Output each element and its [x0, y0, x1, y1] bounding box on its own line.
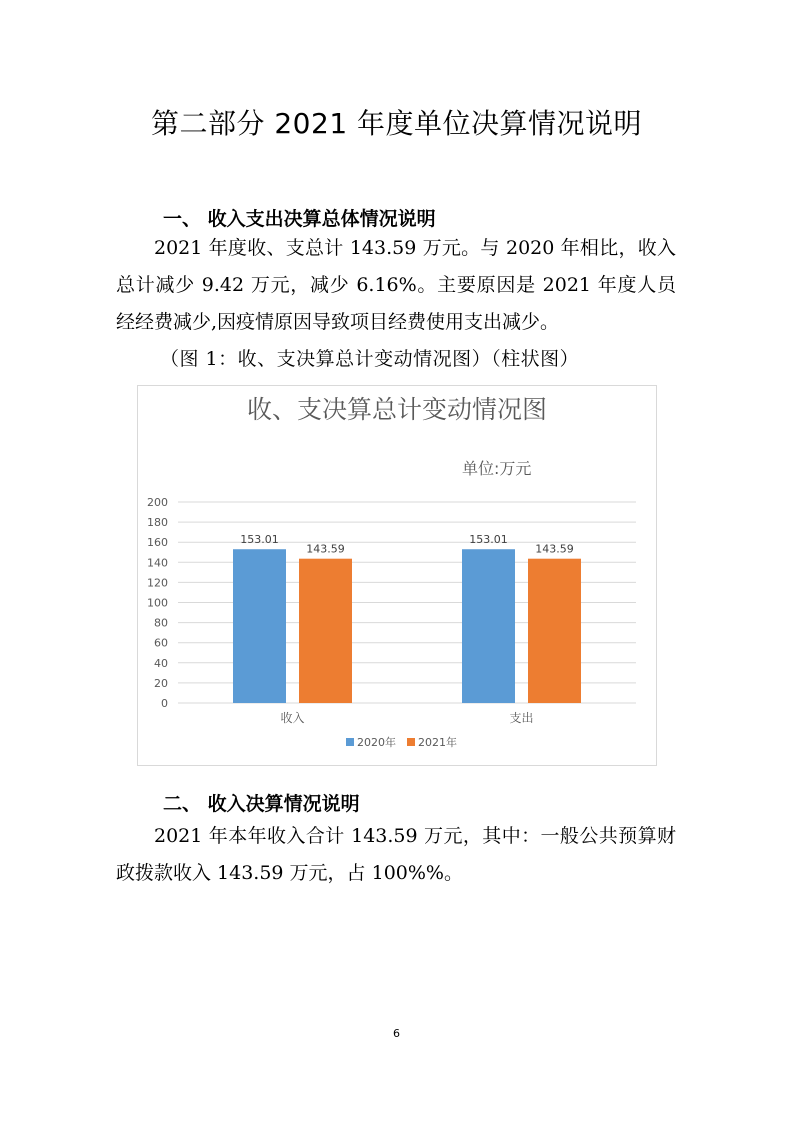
data-label: 153.01: [240, 533, 279, 547]
paragraph-income: [116, 818, 676, 892]
section-heading-income-expense-overview: 一、 收入支出决算总体情况说明: [163, 208, 436, 230]
y-tick-label: 100: [147, 596, 168, 610]
bar: [528, 559, 581, 703]
y-tick-label: 80: [154, 616, 168, 630]
paragraph-text: 2021 年本年收入合计 143.59 万元，其中：一般公共预算财政拨款收入 143.59 万元，占 100%%。: [116, 825, 676, 884]
bar: [299, 559, 352, 703]
y-tick-label: 160: [147, 536, 168, 550]
chart-title: 收、支决算总计变动情况图: [246, 395, 547, 424]
paragraph-text: 2021 年度收、支总计 143.59 万元。与 2020 年相比，收入总计减少 9.42 万元，减少 6.16%。主要原因是 2021 年度人员经经费减少,因疫情原因导致项目经费使用支出减少。: [116, 237, 676, 333]
section-heading-income: 二、 收入决算情况说明: [163, 793, 360, 815]
bar: [233, 549, 286, 703]
figure-caption: （图 1：收、支决算总计变动情况图）（柱状图）: [160, 348, 580, 370]
page-number: 6: [393, 1027, 400, 1040]
y-tick-label: 40: [154, 656, 168, 670]
y-tick-label: 60: [154, 636, 168, 650]
y-tick-label: 200: [147, 496, 168, 509]
y-tick-label: 180: [147, 516, 168, 530]
bar-chart-container: [137, 385, 657, 766]
legend-swatch: [407, 738, 415, 746]
page-title: 第二部分 2021 年度单位决算情况说明: [150, 107, 643, 140]
data-label: 153.01: [469, 533, 508, 547]
paragraph-income-expense-overview: [116, 230, 676, 341]
y-tick-label: 140: [147, 556, 168, 570]
y-tick-label: 20: [154, 676, 168, 690]
data-label: 143.59: [535, 542, 574, 556]
x-tick-label: 收入: [280, 711, 305, 725]
legend-swatch: [346, 738, 354, 746]
bar-chart: [138, 386, 656, 765]
bar: [462, 549, 515, 703]
chart-unit-label: 单位:万元: [462, 459, 532, 478]
y-tick-label: 120: [147, 576, 168, 590]
legend-label: 2021年: [418, 736, 457, 749]
data-label: 143.59: [306, 542, 345, 556]
x-tick-label: 支出: [509, 711, 534, 725]
y-tick-label: 0: [161, 697, 168, 710]
legend-label: 2020年: [357, 736, 396, 749]
